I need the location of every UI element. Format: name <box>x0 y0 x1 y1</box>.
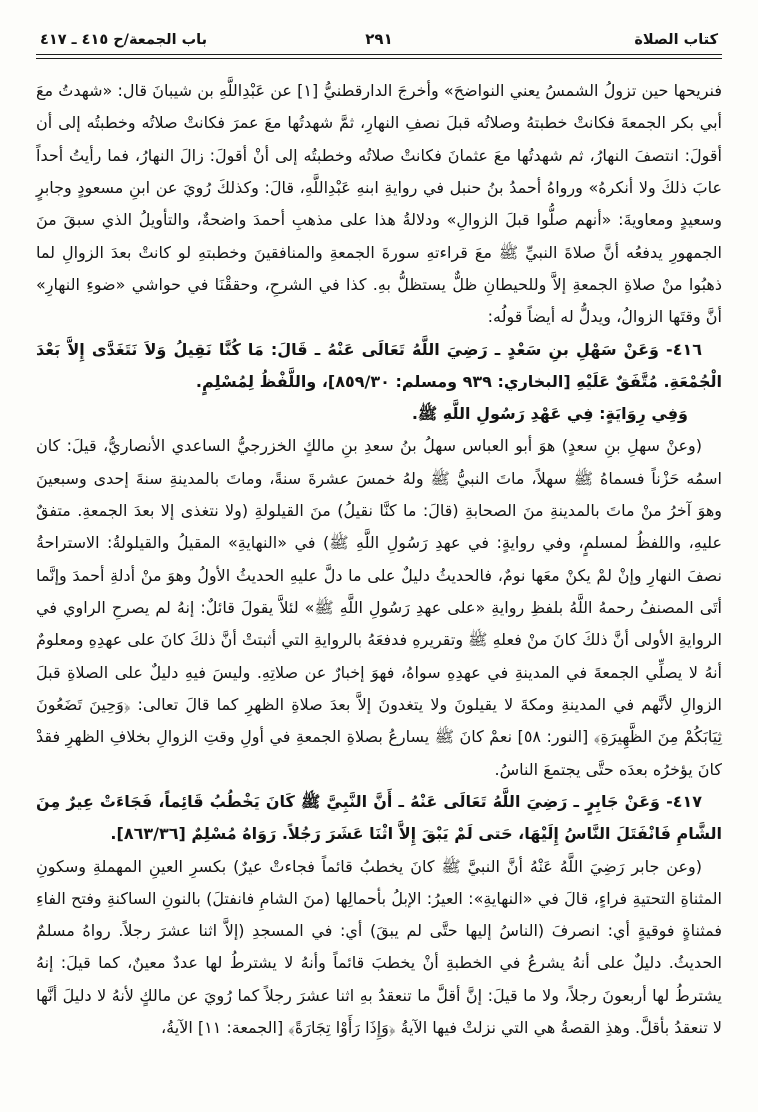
header-chapter-ref: باب الجمعة/ح ٤١٥ ـ ٤١٧ <box>40 32 208 48</box>
commentary-on-hadith-416: (وعنْ سهلِ بنِ سعدٍ) هوَ أبو العباس سهلُ بنُ سعدِ بنِ مالكٍ الخزرجيُّ الساعدي الأنصاريُّ، قيلَ: كان اسمُه حَزْناً فسماهُ ﷺ سهلاً، ماتَ النبيُّ ﷺ ولهُ خمسَ عشرةَ سنةً، وماتَ بالمدينةِ سنةَ إحدى وسبعينَ وهوَ آخرُ منْ ماتَ بالمدينةِ منَ الصحابةِ (قالَ: ما كنَّا نقيلُ) منَ القيلولةِ (ولا نتغذى إلا بعدَ الجمعةِ. متفقٌ عليهِ، واللفظُ لمسلمٍ، وفي روايةٍ: في عهدِ رَسُولِ اللَّهِ ﷺ) في «النهايةِ» المقيلُ والقيلولةُ: الاستراحةُ نصفَ النهارِ وإنْ لمْ يكنْ معَها نومٌ، فالحديثُ دليلٌ على ما دلَّ عليهِ الحديثُ الأولُ وهوَ منْ أدلةِ أحمدَ وإنَّما أتَى المصنفُ رحمهُ اللَّهُ بلفظِ روايةِ «على عهدِ رَسُولِ اللَّهِ ﷺ» لئلاَّ يقولَ قائلٌ: إنهُ لم يصرحِ الراوي في الروايةِ الأولى أنَّ ذلكَ كانَ منْ فعلهِ ﷺ وتقريرهِ فدفعَهُ بالروايةِ التي أثبتتْ أنَّ ذلكَ كانَ على عهدِهِ ومعلومٌ أنهُ لا يصلِّي الجمعةَ في المدينةِ في عهدِهِ سواهُ، فهوَ إخبارٌ عن صلاتِهِ. وليسَ فيهِ دليلٌ على الصلاةِ قبلَ الزوالِ لأنَّهم في المدينةِ ومكةَ لا يقيلونَ ولا يتغدونَ إلاَّ بعدَ صلاةِ الظهرِ كما قالَ تعالى: ﴿وَحِينَ تَضَعُونَ ثِيَابَكُمْ مِنَ الظَّهِيرَةِ﴾ [النور: ٥٨] نعمْ كانَ ﷺ يسارعُ بصلاةِ الجمعةِ في أولِ وقتِ الزوالِ بخلافِ الظهرِ فقدْ كانَ يؤخرُه بعدَه حتَّى يجتمعَ الناسُ. <box>36 436 723 779</box>
page-number: ٢٩١ <box>365 30 393 48</box>
header-book-title: كتاب الصلاة <box>634 32 718 48</box>
header-divider <box>36 54 722 59</box>
hadith-416-text: ٤١٦- وَعَنْ سَهْلِ بنِ سَعْدٍ ـ رَضِيَ اللَّهُ تَعَالَى عَنْهُ ـ قَالَ: مَا كُنَّا نَقِيلُ وَلاَ نَتَغَدَّى إِلاَّ بَعْدَ الْجُمْعَةِ. مُتَّفَقٌ عَلَيْهِ [البخاري: ٩٣٩ ومسلم: ٨٥٩/٣٠]، واللَّفْظُ لِمُسْلِمٍ. <box>36 339 722 391</box>
commentary-on-hadith-417: (وعن جابر رَضِيَ اللَّهُ عَنْهُ أنَّ النبيَّ ﷺ كانَ يخطبُ قائماً فجاءتْ عيرٌ) بكسرِ العينِ المهملةِ وسكونِ المثناةِ التحتيةِ فراءٍ، قالَ في «النهايةِ»: العيرُ: الإبلُ بأحمالِها (منَ الشامِ فانفتلَ) بالنونِ الساكنةِ وفتح الفاءِ فمثناةٍ فوقيةٍ أي: انصرفَ (الناسُ إليها حتَّى لم يبقَ) أي: في المسجدِ (إلاَّ اثنا عشرَ رجلاً. رواهُ مسلمٌ الحديثُ. دليلٌ على أنهُ يشرعُ في الخطبةِ أنْ يخطبَ قائماً وأنهُ لا يشترطُ لها عددٌ معينٌ، كما قيلَ: إنهُ يشترطُ لها أربعونَ رجلاً، ولا ما قيلَ: إنَّ أقلَّ ما تنعقدُ بهِ اثنا عشرَ رجلاً كما رُويَ عن مالكٍ لأنهُ لا دليلَ أنَّها لا تنعقدُ بأقلَّ. وهذِ القصةُ هي التي نزلتْ فيها الآيةُ ﴿وَإِذَا رَأَوْا تِجَارَةً﴾ [الجمعة: ١١] الآيةُ، <box>36 856 722 1038</box>
hadith-417-text: ٤١٧- وَعَنْ جَابِرٍ ـ رَضِيَ اللَّهُ تَعَالَى عَنْهُ ـ أَنَّ النَّبِيَّ ﷺ كَانَ يَخْطُبُ قَائِماً، فَجَاءَتْ عِيرٌ مِنَ الشَّامِ فَانْفَتَلَ النَّاسُ إِلَيْهَا، حَتى لَمْ يَبْقَ إِلاَّ اثْنَا عَشَرَ رَجُلاً. رَوَاهُ مُسْلِمٌ [٨٦٣/٣٦]. <box>36 791 722 844</box>
commentary-continuation-paragraph: فنريحها حين تزولُ الشمسُ يعني النواضحَ» وأخرجَ الدارقطنيُّ [١] عن عَبْدِاللَّهِ بن شيبانَ قال: «شهدتُ معَ أبي بكر الجمعةَ فكانتْ خطبتهُ وصلاتُه قبلَ نصفِ النهارِ، ثمَّ شهدتُها معَ عمرَ فكانتْ صلاتُه وخطبتُه إلى أن أقولَ: انتصفَ النهارُ، ثم شهدتُها معَ عثمانَ فكانتْ صلاتُه وخطبتُه إلى أنْ أقولَ: زالَ النهارُ، فما رأيتُ أحداً عابَ ذلكَ ولا أنكرهُ» ورواهُ أحمدُ بنُ حنبل في روايةِ ابنهِ عَبْدِاللَّهِ، قالَ: وكذلكَ رُويَ عن ابنِ مسعودٍ وجابرٍ وسعيدٍ ومعاويةَ: «أنهم صلُّوا قبلَ الزوالِ» ودلالةُ هذا على مذهبِ أحمدَ واضحةٌ، والتأويلُ الذي سبقَ منَ الجمهورِ يدفعُه أنَّ صلاةَ النبيِّ ﷺ معَ قراءتهِ سورةَ الجمعةِ والمنافقينَ وخطبتهِ لو كانتْ بعدَ الزوالِ لما ذهبُوا منْ صلاةِ الجمعةِ إلاَّ وللحيطانِ ظلٌّ يستظلُّ بهِ. كذا في الشرحِ، وحققْنَا في حواشي «ضوءِ النهارِ» أنَّ وقتَها الزوالُ، ويدلُّ له أيضاً قولُه: <box>36 81 723 327</box>
page-body <box>36 75 722 1044</box>
running-head <box>36 30 722 54</box>
hadith-416-variant-text: وَفِي رِوَايَةٍ: فِي عَهْدِ رَسُولِ اللَّهِ ﷺ. <box>411 404 688 424</box>
